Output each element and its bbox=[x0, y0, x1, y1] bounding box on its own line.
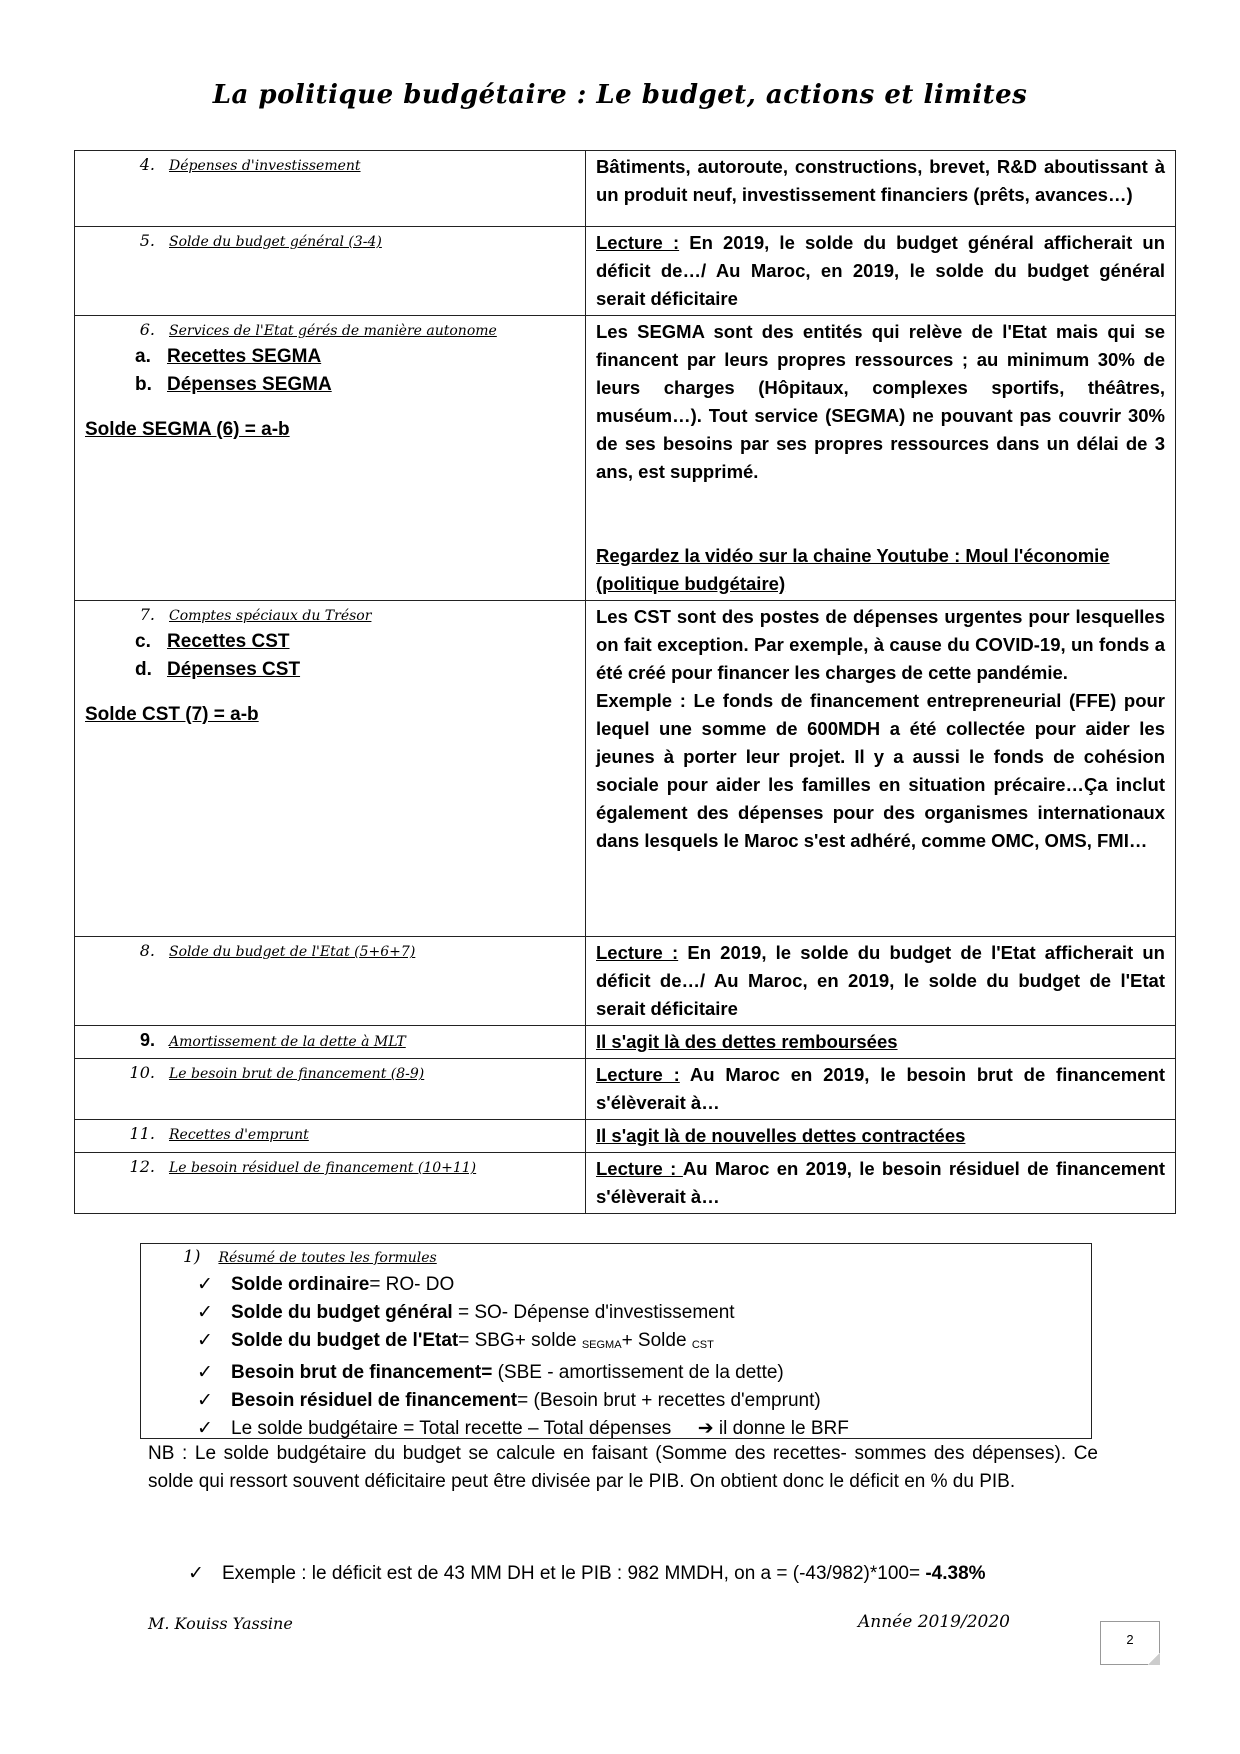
sub-item: b. Dépenses SEGMA bbox=[135, 374, 332, 395]
row-heading: 6. Services de l'Etat gérés de manière autonome bbox=[139, 320, 497, 339]
row-description: Lecture : Au Maroc en 2019, le besoin brut de financement s'élèverait à… bbox=[586, 1059, 1176, 1120]
row-heading: 12. Le besoin résiduel de financement (10+11) bbox=[129, 1157, 477, 1176]
row-description: Les SEGMA sont des entités qui relève de l'Etat mais qui se financent par leurs propres ressources ; au minimum 30% de leurs charges (Hôpitaux, complexes sportifs, théâtres, muséum…). Tout service (SEGMA) ne pouvant pas couvrir 30% de ses besoins par ses propres ressources dans un délai de 3 ans, est supprimé. Regardez la vidéo sur la chaine Youtube : Moul l'économie (politique budgétaire) bbox=[586, 316, 1176, 601]
checkmark-icon: ✓ bbox=[197, 1418, 213, 1439]
page-number: 2 bbox=[1100, 1621, 1160, 1665]
checkmark-icon: ✓ bbox=[188, 1563, 204, 1584]
row-heading: 10. Le besoin brut de financement (8-9) bbox=[129, 1063, 425, 1082]
row-heading: 9. Amortissement de la dette à MLT bbox=[139, 1030, 406, 1050]
row-description: Lecture : En 2019, le solde du budget général afficherait un déficit de…/ Au Maroc, en 2019, le solde du budget général serait déficitaire bbox=[586, 227, 1176, 316]
formula-item: ✓ Besoin brut de financement= (SBE - amortissement de la dette) bbox=[197, 1359, 1091, 1387]
arrow-right-icon: ➔ bbox=[697, 1418, 714, 1439]
nb-note: NB : Le solde budgétaire du budget se calcule en faisant (Somme des recettes- sommes des dépenses). Ce solde qui ressort souvent déficitaire peut être divisée par le PIB. On obtient donc le déficit en % du PIB. bbox=[148, 1443, 1098, 1492]
sub-item: d. Dépenses CST bbox=[135, 659, 301, 680]
formula-item: ✓ Solde ordinaire= RO- DO bbox=[197, 1271, 1091, 1299]
row-description: Lecture : En 2019, le solde du budget de l'Etat afficherait un déficit de…/ Au Maroc, en 2019, le solde du budget de l'Etat serait déficitaire bbox=[586, 937, 1176, 1026]
page-title: La politique budgétaire : Le budget, actions et limites bbox=[212, 80, 1028, 110]
row-description: Les CST sont des postes de dépenses urgentes pour lesquelles on fait exception. Par exemple, à cause du COVID-19, un fonds a été créé pour financer les charges de cette pandémie. Exemple : Le fonds de financement entrepreneurial (FFE) pour lequel une somme de 600MDH a été collectée pour aider les jeunes à porter leur projet. Il y a aussi le fonds de cohésion sociale pour aider les familles en situation précaire…Ça inclut également des dépenses pour des organismes internationaux dans lesquels le Maroc s'est adhéré, comme OMC, OMS, FMI… bbox=[586, 601, 1176, 937]
row-heading: 8. Solde du budget de l'Etat (5+6+7) bbox=[139, 941, 416, 960]
checkmark-icon: ✓ bbox=[197, 1390, 213, 1411]
formula-item: ✓ Solde du budget général = SO- Dépense d'investissement bbox=[197, 1299, 1091, 1327]
checkmark-icon: ✓ bbox=[197, 1330, 213, 1351]
row-description: Lecture : Au Maroc en 2019, le besoin résiduel de financement s'élèverait à… bbox=[586, 1153, 1176, 1214]
summary-title: 1) Résumé de toutes les formules bbox=[183, 1247, 437, 1267]
footer-author: M. Kouiss Yassine bbox=[148, 1614, 293, 1633]
solde-formula: Solde CST (7) = a-b bbox=[85, 704, 259, 725]
checkmark-icon: ✓ bbox=[197, 1362, 213, 1383]
row-heading: 11. Recettes d'emprunt bbox=[129, 1124, 309, 1143]
table-row bbox=[75, 937, 1176, 1026]
table-row bbox=[75, 1153, 1176, 1214]
table-row bbox=[75, 1026, 1176, 1059]
formula-item: ✓ Besoin résiduel de financement= (Besoin brut + recettes d'emprunt) bbox=[197, 1387, 1091, 1415]
video-link[interactable]: Regardez la vidéo sur la chaine Youtube : Moul l'économie (politique budgétaire) bbox=[596, 545, 1110, 594]
example-line: ✓ Exemple : le déficit est de 43 MM DH et le PIB : 982 MMDH, on a = (-43/982)*100= -4.38% bbox=[188, 1560, 986, 1588]
table-row bbox=[75, 601, 1176, 937]
table-row bbox=[75, 151, 1176, 227]
row-description: Il s'agit là des dettes remboursées bbox=[586, 1026, 1176, 1059]
budget-table bbox=[74, 150, 1176, 1214]
checkmark-icon: ✓ bbox=[197, 1302, 213, 1323]
row-heading: 7. Comptes spéciaux du Trésor bbox=[139, 605, 372, 624]
row-heading: 5. Solde du budget général (3-4) bbox=[139, 231, 382, 250]
footer-year: Année 2019/2020 bbox=[858, 1612, 1010, 1632]
table-row bbox=[75, 227, 1176, 316]
table-row bbox=[75, 1059, 1176, 1120]
formula-item: ✓ Le solde budgétaire = Total recette – Total dépenses ➔ il donne le BRF bbox=[197, 1415, 1091, 1443]
formula-item: ✓ Solde du budget de l'Etat= SBG+ solde $_{SEGMA}$+ Solde $_{CST}$ bbox=[197, 1327, 1091, 1359]
row-heading: 4. Dépenses d'investissement bbox=[139, 155, 361, 174]
sub-item: c. Recettes CST bbox=[135, 631, 290, 652]
sub-item: a. Recettes SEGMA bbox=[135, 346, 322, 367]
table-row bbox=[75, 1120, 1176, 1153]
solde-formula: Solde SEGMA (6) = a-b bbox=[85, 419, 290, 440]
row-description: Bâtiments, autoroute, constructions, brevet, R&D aboutissant à un produit neuf, investissement financiers (prêts, avances…) bbox=[586, 151, 1176, 227]
formula-summary-box bbox=[140, 1243, 1092, 1439]
row-description: Il s'agit là de nouvelles dettes contractées bbox=[586, 1120, 1176, 1153]
checkmark-icon: ✓ bbox=[197, 1274, 213, 1295]
table-row bbox=[75, 316, 1176, 601]
